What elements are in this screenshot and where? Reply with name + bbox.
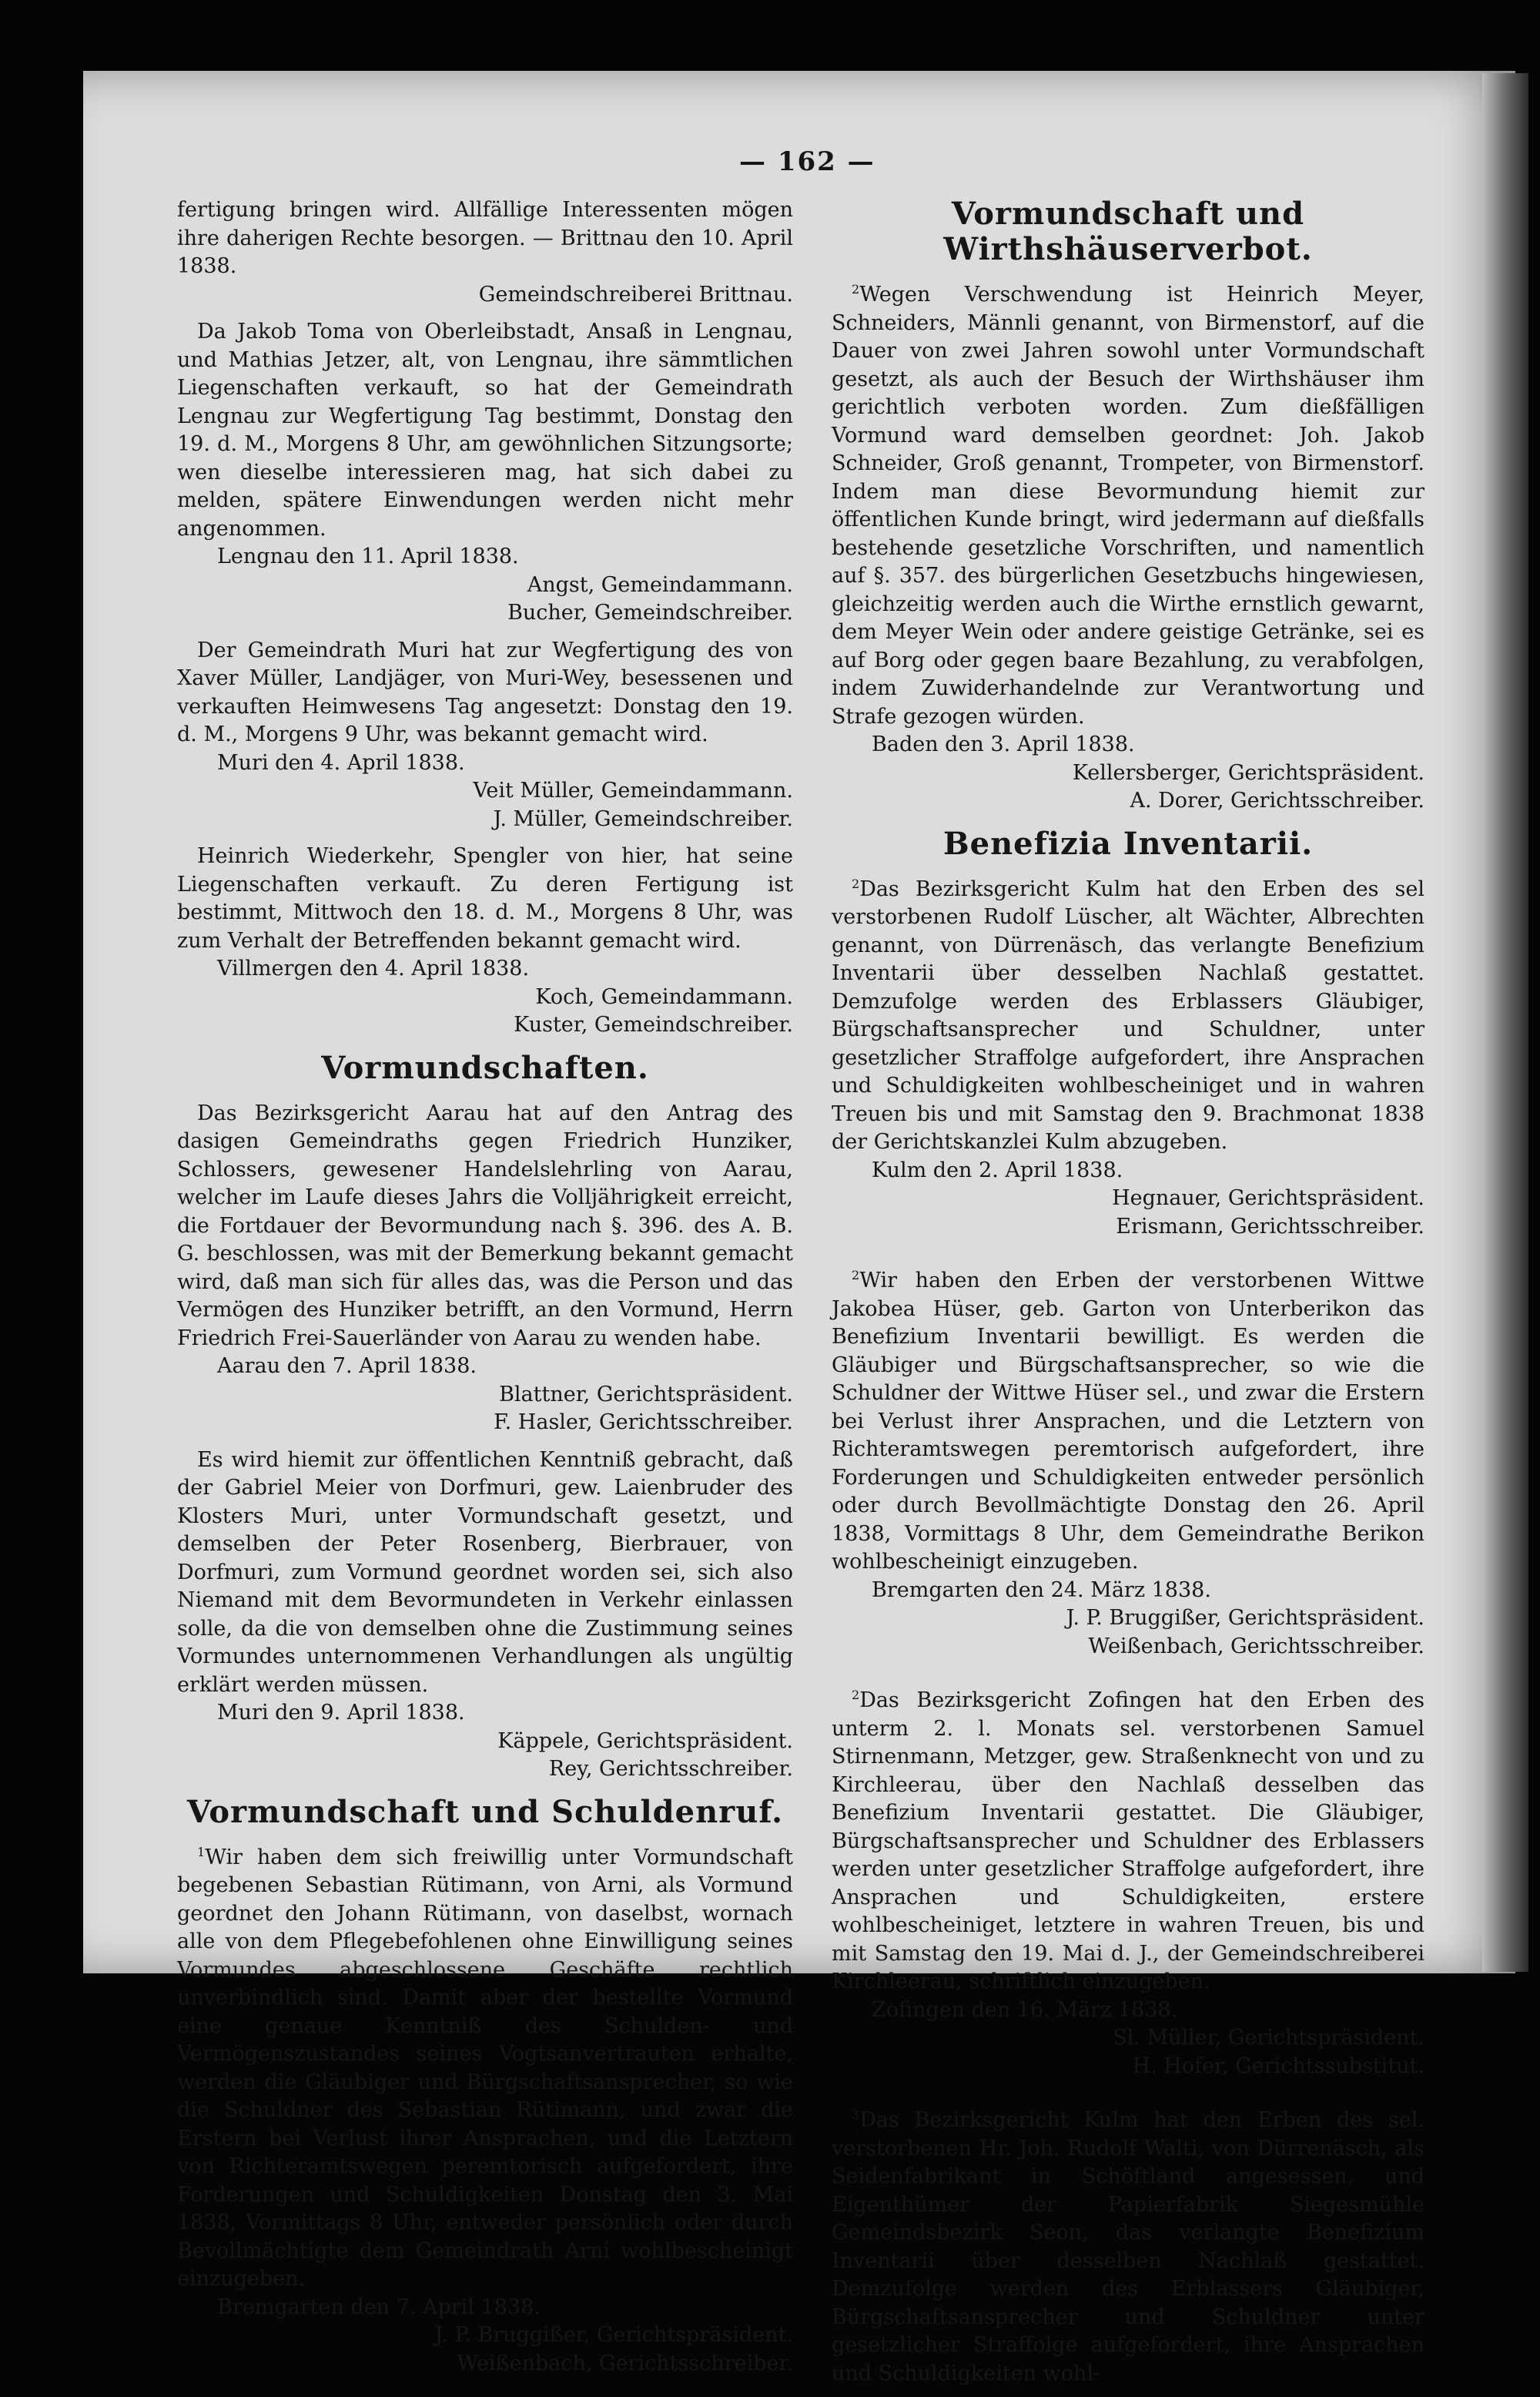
signature: Blattner, Gerichtspräsident.	[499, 1382, 793, 1406]
notice-number: 2	[852, 1688, 860, 1702]
page-number: — 162 —	[739, 146, 875, 177]
place-date: Bremgarten den 24. März 1838.	[872, 1577, 1211, 1602]
notice-text	[832, 2107, 1424, 2388]
signature: Weißenbach, Gerichtsschreiber.	[1088, 1634, 1424, 1658]
notice-lengnau	[177, 318, 793, 628]
notice-text	[177, 1844, 793, 2294]
notice-zofingen	[832, 1687, 1424, 2080]
notice-text	[832, 876, 1424, 1157]
signature: F. Hasler, Gerichtsschreiber.	[494, 1410, 793, 1434]
signature: Bucher, Gemeindschreiber.	[507, 601, 793, 625]
signature: Weißenbach, Gerichtsschreiber.	[457, 2351, 793, 2375]
signature: Käppele, Gerichtspräsident.	[497, 1728, 793, 1753]
spacer	[832, 1250, 1424, 1267]
section-heading: Benefizia Inventarii.	[942, 825, 1314, 862]
signature: Kellersberger, Gerichtspräsident.	[1072, 760, 1424, 785]
notice-body: Das Bezirksgericht Kulm hat den Erben des sel verstorbenen Rudolf Lüscher, alt Wächter, Albrechten genannt, von Dürrenäsch, das verlangte Benefizium Inventarii über desselben Nachlaß gestattet. Demzufolge werden des Erblassers Gläubiger, Bürgschaftsansprecher und Schuldner, unter gesetzlicher Straffolge aufgefordert, ihre Ansprachen und Schuldigkeiten wohlbescheiniget und in wahren Treuen bis und mit Samstag den 9. Brachmonat 1838 der Gerichtskanzlei Kulm abzugeben.	[832, 877, 1424, 1154]
signature: Koch, Gemeindammann.	[535, 984, 793, 1009]
notice-number: 2	[852, 1268, 860, 1282]
notice-aarau	[177, 1100, 793, 1437]
signature: Veit Müller, Gemeindammann.	[473, 779, 793, 803]
signature: J. P. Bruggißer, Gerichtspräsident.	[1066, 1606, 1424, 1630]
signature: H. Hofer, Gerichtssubstitut.	[1132, 2053, 1424, 2078]
notice-number: 3	[852, 2107, 860, 2122]
notice-bremgarten-hueser	[832, 1267, 1424, 1661]
signature: Sl. Müller, Gerichtspräsident.	[1113, 2026, 1424, 2050]
notice-muri-vormund	[177, 1447, 793, 1784]
page-edge	[1482, 73, 1528, 1972]
signature: J. Müller, Gemeindschreiber.	[493, 806, 793, 831]
signature: Angst, Gemeindammann.	[527, 572, 793, 597]
signature: Erismann, Gerichtsschreiber.	[1116, 1214, 1424, 1239]
place-date: Bremgarten den 7. April 1838.	[217, 2295, 541, 2319]
signature: Gemeindschreiberei Brittnau.	[478, 282, 793, 307]
place-date: Zofingen den 16. März 1838.	[872, 1997, 1178, 2022]
signature: Rey, Gerichtsschreiber.	[548, 1757, 793, 1781]
notice-text	[832, 1687, 1424, 1996]
place-date: Muri den 4. April 1838.	[217, 750, 465, 775]
place-date: Lengnau den 11. April 1838.	[217, 545, 519, 568]
place-date: Kulm den 2. April 1838.	[872, 1158, 1123, 1182]
section-heading: Vormundschaften.	[321, 1049, 649, 1086]
notice-baden	[832, 281, 1424, 816]
notice-kulm-walti	[832, 2107, 1424, 2388]
section-heading: Vormundschaft und Schuldenruf.	[186, 1793, 784, 1830]
notice-body: Wegen Verschwendung ist Heinrich Meyer, Schneiders, Männli genannt, von Birmenstorf, auf die Dauer von zwei Jahren sowohl unter Vormundschaft gesetzt, als auch der Besuch der Wirthshäuser ihm gerichtlich verboten worden. Zum dießfälligen Vormund ward demselben geordnet: Joh. Jakob Schneider, Groß genannt, Trompeter, von Birmenstorf. Indem man diese Bevormundung hiemit zur öffentlichen Kunde bringt, wird jedermann auf dießfalls bestehende gesetzliche Vorschriften, und namentlich auf §. 357. des bürgerlichen Gesetzbuchs hingewiesen, gleichzeitig werden auch die Wirthe ernstlich gewarnt, dem Meyer Wein oder andere geistige Getränke, sei es auf Borg oder gegen baare Bezahlung, zu verabfolgen, indem Zuwiderhandelnde zur Verantwortung und Strafe gezogen würden.	[832, 283, 1424, 729]
spacer	[832, 1670, 1424, 1687]
notice-text: Da Jakob Toma von Oberleibstadt, Ansaß in Lengnau, und Mathias Jetzer, alt, von Lengnau, ihre sämmtlichen Liegenschaften verkauft, so hat der Gemeindrath Lengnau zur Wegfertigung Tag bestimmt, Donstag den 19. d. M., Morgens 8 Uhr, am gewöhnlichen Sitzungsorte; wen dieselbe interessieren mag, hat sich dabei zu melden, spätere Einwendungen werden nicht mehr angenommen.	[177, 320, 793, 541]
notice-body: Wir haben dem sich freiwillig unter Vormundschaft begebenen Sebastian Rütimann, von Arni, als Vormund geordnet den Johann Rütimann, von daselbst, wornach alle von dem Pflegebefohlenen ohne Einwilligung seines Vormundes abgeschlossene Geschäfte rechtlich unverbindlich sind. Damit aber der bestellte Vormund eine genaue Kenntniß des Schulden- und Vermögenszustandes seines Vogtsanvertrauten erhalte, werden die Gläubiger und Bürgschaftsansprecher, so wie die Schuldner des Sebastian Rütimann, und zwar die Erstern bei Verlust ihrer Ansprachen, und die Letztern von Richteramtswegen peremtorisch aufgefordert, ihre Forderungen und Schuldigkeiten Donstag den 3. Mai 1838, Vormittags 8 Uhr, entweder persönlich oder durch Bevollmächtigte dem Gemeindrath Arni wohlbescheinigt einzugeben.	[177, 1845, 793, 2291]
notice-brittnau	[177, 196, 793, 309]
notice-text: Heinrich Wiederkehr, Spengler von hier, hat seine Liegenschaften verkauft. Zu deren Fertigung ist bestimmt, Mittwoch den 18. d. M., Morgens 8 Uhr, was zum Verhalt der Betreffenden bekannt gemacht wird.	[177, 844, 793, 953]
notice-bremgarten-ruetimann	[177, 1844, 793, 2379]
signature: J. P. Bruggißer, Gerichtspräsident.	[434, 2323, 793, 2347]
notice-text: Das Bezirksgericht Aarau hat auf den Antrag des dasigen Gemeindraths gegen Friedrich Hunziker, Schlossers, gewesener Handelslehrling von Aarau, welcher im Laufe dieses Jahrs die Volljährigkeit erreicht, die Fortdauer der Bevormundung nach §. 396. des A. B. G. beschlossen, was mit der Bemerkung bekannt gemacht wird, daß man sich für alles das, was die Person und das Vermögen des Hunziker betrifft, an den Vormund, Herrn Friedrich Frei-Sauerländer von Aarau zu wenden habe.	[177, 1101, 793, 1350]
notice-muri-wegfertigung	[177, 637, 793, 834]
notice-number: 2	[852, 282, 860, 297]
notice-body: Das Bezirksgericht Kulm hat den Erben des sel. verstorbenen Hr. Joh. Rudolf Walti, von Dürrenäsch, als Seidenfabrikant in Schöftland angesessen, und Eigenthümer der Papierfabrik Siegesmühle Gemeindsbezirk Seon, das verlangte Benefizium Inventarii über desselben Nachlaß gestattet. Demzufolge werden des Erblassers Gläubiger, Bürgschaftsansprecher und Schuldner unter gesetzlicher Straffolge aufgefordert, ihre Ansprachen und Schuldigkeiten wohl-	[832, 2108, 1424, 2385]
notice-text: Es wird hiemit zur öffentlichen Kenntniß gebracht, daß der Gabriel Meier von Dorfmuri, gew. Laienbruder des Klosters Muri, unter Vormundschaft gesetzt, und demselben der Peter Rosenberg, Bierbrauer, von Dorfmuri, zum Vormund geordnet worden sei, sich also Niemand mit dem Bevormundeten in Verkehr einlassen solle, da die von demselben ohne die Zustimmung seines Vormundes unternommenen Verhandlungen als ungültig erklärt werden müssen.	[177, 1447, 793, 1697]
signature: A. Dorer, Gerichtsschreiber.	[1130, 789, 1424, 813]
notice-body: Das Bezirksgericht Zofingen hat den Erben des unterm 2. l. Monats sel. verstorbenen Samuel Stirnenmann, Metzger, gew. Straßenknecht von und zu Kirchleerau, über den Nachlaß desselben das Benefizium Inventarii gestattet. Die Gläubiger, Bürgschaftsansprecher und Schuldner des Erblassers werden unter gesetzlicher Straffolge aufgefordert, ihre Ansprachen und Schuldigkeiten, erstere wohlbescheiniget, letztere in wahren Treuen, bis und mit Samstag den 19. Mai d. J., der Gemeindschreiberei Kirchleerau, schriftlich einzugeben.	[832, 1688, 1424, 1993]
notice-text	[832, 1267, 1424, 1577]
notice-villmergen	[177, 843, 793, 1040]
place-date: Aarau den 7. April 1838.	[217, 1354, 477, 1378]
place-date: Muri den 9. April 1838.	[217, 1701, 465, 1725]
place-date: Villmergen den 4. April 1838.	[217, 957, 530, 981]
signature: Kuster, Gemeindschreiber.	[514, 1013, 793, 1037]
signature: Hegnauer, Gerichtspräsident.	[1112, 1186, 1424, 1210]
notice-text: fertigung bringen wird. Allfällige Interessenten mögen ihre daherigen Rechte besorgen. — Brittnau den 10. April 1838.	[177, 198, 793, 278]
place-date: Baden den 3. April 1838.	[872, 733, 1135, 756]
section-heading: Vormundschaft und Wirthshäuserverbot.	[943, 196, 1313, 267]
notice-text: Der Gemeindrath Muri hat zur Wegfertigung des von Xaver Müller, Landjäger, von Muri-Wey, besessenen und verkauften Heimwesens Tag angesetzt: Donstag den 19. d. M., Morgens 9 Uhr, was bekannt gemacht wird.	[177, 638, 793, 746]
notice-text	[832, 281, 1424, 731]
right-column	[832, 196, 1424, 2397]
left-column	[177, 196, 793, 2387]
spacer	[832, 2090, 1424, 2107]
notice-number: 1	[197, 1844, 206, 1859]
notice-body: Wir haben den Erben der verstorbenen Wittwe Jakobea Hüser, geb. Garton von Unterberikon das Benefizium Inventarii bewilligt. Es werden die Gläubiger und Bürgschaftsansprecher, so wie die Schuldner der Wittwe Hüser sel., und zwar die Erstern bei Verlust ihrer Ansprachen, und die Letztern von Richteramtswegen peremtorisch aufgefordert, ihre Forderungen und Schuldigkeiten entweder persönlich oder durch Bevollmächtigte Donstag den 26. April 1838, Vormittags 8 Uhr, dem Gemeindrathe Berikon wohlbescheinigt einzugeben.	[832, 1269, 1424, 1574]
notice-number: 2	[852, 876, 860, 891]
notice-kulm-luescher	[832, 876, 1424, 1242]
